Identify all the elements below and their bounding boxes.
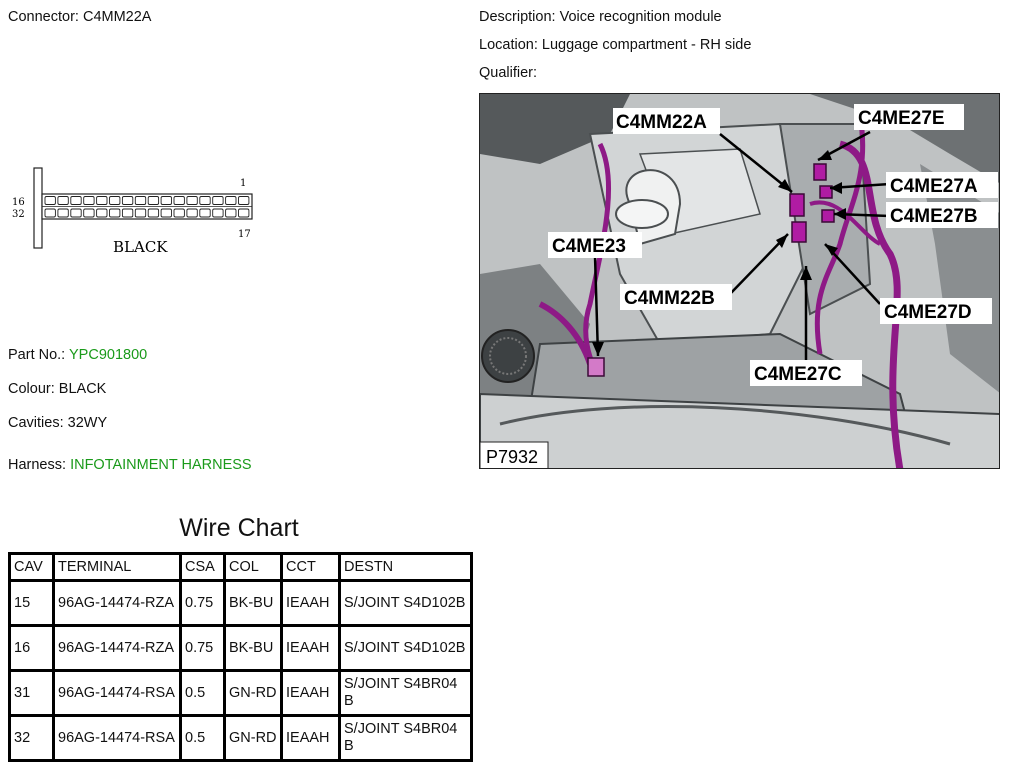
pin-cavity [135,209,145,217]
pin-label-1: 1 [240,178,247,189]
harness-link[interactable]: INFOTAINMENT HARNESS [70,457,252,473]
cell-cav: 31 [10,671,54,716]
connector-label: Connector: [8,9,79,25]
pin-cavity [200,209,210,217]
pin-cavity [110,197,120,205]
colour-label: Colour: [8,381,55,397]
pin-cavity [84,209,94,217]
part-number-label: Part No.: [8,347,66,363]
pin-cavity [122,209,132,217]
cell-cct: IEAAH [282,626,340,671]
pin-cavity [58,197,68,205]
harness-label: Harness: [8,457,67,473]
part-number-link[interactable]: YPC901800 [69,347,148,363]
location-value: Luggage compartment - RH side [541,37,752,53]
description-field [479,9,722,25]
header-cav: CAV [10,554,54,581]
table-row [10,626,472,671]
connector-colour-label: BLACK [113,238,168,256]
cell-csa: 0.75 [181,581,225,626]
callout-c4mm22a: C4MM22A [616,112,707,133]
header-terminal: TERMINAL [54,554,181,581]
pin-cavity [45,197,55,205]
pin-cavity [187,197,197,205]
cell-terminal: 96AG-14474-RSA [54,716,181,761]
pin-cavity [71,197,81,205]
cell-col: BK-BU [225,581,282,626]
cell-terminal: 96AG-14474-RZA [54,581,181,626]
pin-cavity [97,197,107,205]
connector-field [8,9,151,25]
cell-cct: IEAAH [282,671,340,716]
table-row [10,716,472,761]
location-illustration [480,94,1000,469]
cell-cct: IEAAH [282,716,340,761]
pin-cavity [200,197,210,205]
wire-chart-header-row [10,554,472,581]
pin-cavity [226,209,236,217]
pin-cavity [45,209,55,217]
callout-c4me27c: C4ME27C [754,364,842,385]
cell-terminal: 96AG-14474-RZA [54,626,181,671]
cell-col: BK-BU [225,626,282,671]
callout-c4me27e: C4ME27E [858,108,945,129]
cell-cav: 15 [10,581,54,626]
description-value: Voice recognition module [559,9,722,25]
pin-label-16: 16 [12,197,25,208]
cell-csa: 0.5 [181,716,225,761]
description-label: Description: [479,9,556,25]
callout-c4me27a: C4ME27A [890,176,978,197]
pin-cavity [161,197,171,205]
cell-destn: S/JOINT S4D102B [340,626,472,671]
pin-cavity [174,209,184,217]
photo-id: P7932 [486,447,539,467]
pin-cavity [122,197,132,205]
table-row [10,581,472,626]
wire-chart-title: Wire Chart [179,514,299,542]
pin-cavity [213,209,223,217]
pin-cavity [110,209,120,217]
colour-field [8,381,106,397]
pin-cavity [239,197,249,205]
pin-cavity [84,197,94,205]
connector-value: C4MM22A [82,9,152,25]
location-field [479,37,751,53]
cell-col: GN-RD [225,716,282,761]
pin-cavity [97,209,107,217]
cell-destn: S/JOINT S4D102B [340,581,472,626]
pin-label-17: 17 [238,229,251,240]
table-row [10,671,472,716]
header-csa: CSA [181,554,225,581]
callout-c4me27d: C4ME27D [884,302,972,323]
header-cct: CCT [282,554,340,581]
pin-cavity [174,197,184,205]
qualifier-field [479,65,537,81]
pin-cavity [148,209,158,217]
location-photo [479,93,1000,469]
pin-cavity [135,197,145,205]
cell-terminal: 96AG-14474-RSA [54,671,181,716]
pin-cavity [71,209,81,217]
cell-destn: S/JOINT S4BR04B [340,716,472,761]
harness-field [8,457,252,473]
cell-col: GN-RD [225,671,282,716]
header-destn: DESTN [340,554,472,581]
cell-cct: IEAAH [282,581,340,626]
pin-cavity [58,209,68,217]
colour-value: BLACK [58,381,107,397]
pin-cavity [213,197,223,205]
part-number-field [8,347,147,363]
pin-cavity [148,197,158,205]
pin-label-32: 32 [12,209,25,220]
callout-c4me23: C4ME23 [552,236,626,257]
cavities-label: Cavities: [8,415,64,431]
cavities-value: 32WY [67,415,108,431]
wire-chart-table [8,552,473,762]
cell-cav: 32 [10,716,54,761]
callout-c4mm22b: C4MM22B [624,288,715,309]
cell-cav: 16 [10,626,54,671]
cell-destn: S/JOINT S4BR04B [340,671,472,716]
pin-cavity [161,209,171,217]
location-label: Location: [479,37,538,53]
cavities-field [8,415,107,431]
qualifier-label: Qualifier: [479,65,538,81]
connector-pinout-diagram [8,165,268,265]
callout-c4me27b: C4ME27B [890,206,978,227]
header-col: COL [225,554,282,581]
cell-csa: 0.5 [181,671,225,716]
pin-cavity [239,209,249,217]
cell-csa: 0.75 [181,626,225,671]
pin-cavity [187,209,197,217]
pin-cavity [226,197,236,205]
